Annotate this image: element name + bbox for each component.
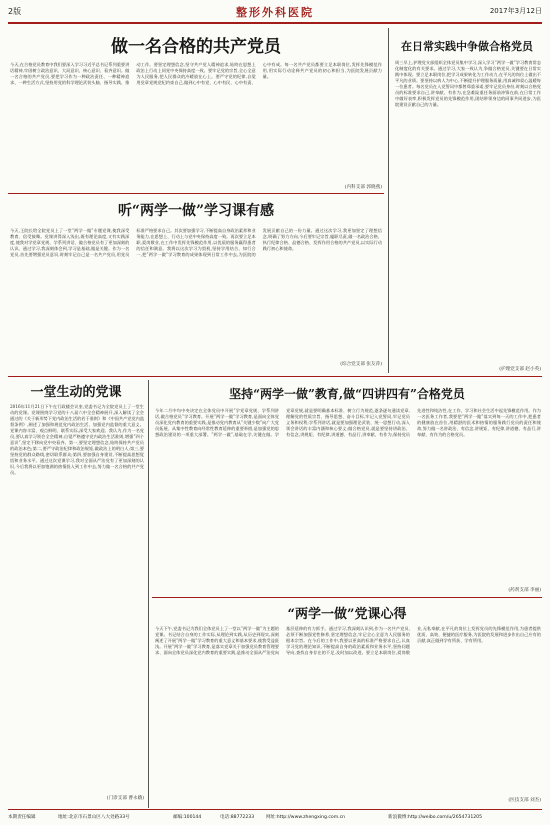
footer-rule [8, 809, 542, 810]
page-footer [8, 812, 542, 823]
section-rule [8, 376, 542, 377]
footer-website: 网址:http://www.zhengxing.com.cn [266, 815, 346, 820]
article-3-byline: (综合党支部 张友萍) [340, 362, 382, 367]
section-rule [152, 597, 542, 598]
masthead: 整形外科医院 [236, 6, 314, 19]
article-2-title: 在日常实践中争做合格党员 [401, 40, 533, 53]
article-6-body: 今天下午,党委书记为我们全体党员上了一堂以“两学一做”为主题的党课。书记结合自身的工作实际,从理论到实践,从历史到现实,深刻阐述了开展“两学一做”学习教育的重大意义和基本要求,使我受益匪浅。开展“两学一做”学习教育,是落实党章关于加强党员教育管理要求、面向全体党员深化党内教育的重要实践,是推动全面从严治党向基层延伸的有力抓手。通过学习,我深刻认识到,作为一名共产党员,必须不断加强党性修养,坚定理想信念,牢记全心全意为人民服务的根本宗旨。在今后的工作中,我要以更高的标准严格要求自己,认真学习党的理论知识,不断提高自身的政治素质和业务水平,坚持问题导向,查找自身存在的不足,及时加以改进。要立足本职岗位,爱岗敬业,无私奉献,在平凡的岗位上发挥党员的先锋模范作用,为患者提供优质、高效、便捷的医疗服务,为医院的发展和进步作出自己应有的贡献,真正做到学有所获、学有所用。 [155, 626, 541, 655]
footer-editor: 本期责任编辑 [8, 815, 36, 820]
article-6-byline: (医技支部 刘杰) [508, 798, 541, 803]
column-divider [148, 380, 149, 808]
article-4-byline: (门诊支部 曹永娥) [106, 796, 144, 801]
article-5-body: 今年二月中旬中央决定在全体党员中开展“学党章党规、学系列讲话,做合格党员”学习教育。开展“两学一做”学习教育,是面向全体党员深化党内教育的重要实践,是推动党内教育从“关键少数”向广大党员拓展、从集中性教育向经常性教育延伸的重要举措,是加强党的思想政治建设的一项重大部署。“两学一做”,基础在学,关键在做。学党章党规,就是要明确基本标准、树立行为规范,逐条逐句通读党章,理解党的性质宗旨、指导思想、奋斗目标,牢记入党誓词,牢记党员义务和权利;学系列讲话,就是要加强理论武装、统一思想行动,深入领会讲话的丰富内涵和核心要义;做合格党员,就是要坚持讲政治、有信念,讲规矩、有纪律,讲道德、有品行,讲奉献、有作为,保持党员先进性和纯洁性,在工作、学习和社会生活中起先锋模范作用。作为一名医务工作者,我要把“两学一做”落实到每一天的工作中,把患者的健康放在首位,用精湛的医术和热情的服务践行党员的责任和使命,努力做一名讲政治、有信念,讲规矩、有纪律,讲道德、有品行,讲奉献、有作为的合格党员。 [155, 408, 541, 437]
column-divider [388, 28, 389, 373]
article-1-body: 今天,在合格党员教育中我们要深入学习习近平总书记系列重要讲话精神,牢固树立政治意识、大局意识、核心意识、看齐意识。做一名合格的共产党员,要把学习作为一种政治责任、一种精神追求、一种生活方式,坚持用党的科学理论武装头脑、指导实践、推动工作。要坚定理想信念,坚守共产党人精神追求,始终在思想上政治上行动上同党中央保持高度一致。要牢记党的宗旨,全心全意为人民服务,把人民群众的冷暖放在心上。要严守党的纪律,自觉用党章党规党纪约束自己,做到心中有党、心中有民、心中有责、心中有戒。每一名共产党员都要立足本职岗位,发挥先锋模范作用,用实际行动诠释共产党员的初心和担当,为医院发展贡献力量。 [10, 62, 382, 85]
article-1-title: 做一名合格的共产党员 [111, 37, 281, 57]
article-3-title: 听“两学一做”学习课有感 [117, 203, 275, 219]
article-1-byline: (内科支部 郭晓燕) [344, 185, 382, 190]
footer-weibo: 新浪微博:http://weibo.com/u/2654731205 [388, 815, 483, 820]
article-5-byline: (药剂支部 李丽) [508, 588, 541, 593]
article-2-byline: (护理党支部 赵小英) [499, 367, 541, 372]
article-4-title: 一堂生动的党课 [30, 385, 122, 400]
article-3-body: 今天,王院长给全院党员上了一堂“两学一做”专题党课,使我深受教育、倍受鼓舞。党课讲得深入浅出,既有理论高度,又有实践深度,使我对学党章党规、学系列讲话、做合格党员有了更加深刻的认识。通过学习,我深刻体会到,学习是基础,做是关键。作为一名党员,首先要增强党员意识,时刻牢记自己是一名共产党员,用党员标准严格要求自己。其次要加强学习,不断提高自身政治素养和业务能力,在思想上、行动上与党中央保持高度一致。再次要立足本职,爱岗敬业,在工作中发挥先锋模范作用,以优质的服务赢得患者的信任和满意。我将以这次学习为契机,坚持学用结合、知行合一,把“两学一做”学习教育的成果体现到日常工作中去,为医院的发展贡献自己的一份力量。通过这次学习,我更加坚定了理想信念,明确了努力方向,今后要牢记宗旨,履职尽责,做一名政治合格、执行纪律合格、品德合格、发挥作用合格的共产党员,以实际行动践行初心和使命。 [10, 228, 382, 257]
page-number: 2版 [8, 7, 22, 16]
article-4-body: 2016年11月21日下午在行政楼会议室,党委书记为全院党员上了一堂生动的党课。党课围绕学习党的十八届六中全会精神展开,深入解读了全会通过的《关于新形势下党内政治生活的若干准则》和《中国共产党党内监督条例》,阐述了加强和规范党内政治生活、加强党内监督的重大意义。党课内容丰富、观点鲜明、联系实际,深受大家欢迎。我认为,作为一名党员,要认真学习领会全会精神,自觉严格遵守党内政治生活准则,增强“四个意识”,坚定不移向党中央看齐。第一,要坚定理想信念,始终保持共产党员的政治本色;第二,要严守政治纪律和政治规矩,做政治上的明白人;第三,要坚持党的群众路线,密切联系群众;第四,要加强自身建设,不断提高思想觉悟和业务水平。通过这次党课学习,我对全面从严治党有了更加深刻的认识,今后我将以更加饱满的热情投入到工作中去,努力做一名合格的共产党员。 [10, 404, 144, 475]
article-2-body: 周三早上,护理党支部组织全体党员集中学习,深入学习“两学一做”学习教育常态化制度化的有关要求。通过学习,大家一致认为,争做合格党员,关键要在日常实践中体现。要立足本职岗位,把学习成果转化为工作动力,在平凡的岗位上做出不平凡的业绩。要坚持以病人为中心,不断提升护理服务质量,用真诚和爱心温暖每一位患者。每名党员在入党誓词中都曾郑重承诺,要牢记党员身份,时刻以合格党员的标准要求自己,讲奉献、有作为,在急难险重任务面前冲锋在前,在日常工作中做好表率,积极发挥党员的先锋模范作用,团结带领身边的同事共同进步,为医院建设贡献自己的力量。 [395, 60, 541, 107]
footer-phone: 电话:88772233 [220, 815, 255, 820]
article-5-title: 坚持“两学一做”教育,做“四讲四有”合格党员 [229, 387, 465, 401]
page-header [8, 4, 542, 22]
section-rule [8, 193, 384, 194]
footer-address: 地址:北京市石景山区八大处路33号 [58, 815, 130, 820]
issue-date: 2017年3月12日 [489, 7, 542, 15]
article-6-title: “两学一做”党课心得 [287, 607, 407, 622]
footer-postcode: 邮编:100144 [173, 815, 202, 820]
header-rule [8, 22, 542, 24]
